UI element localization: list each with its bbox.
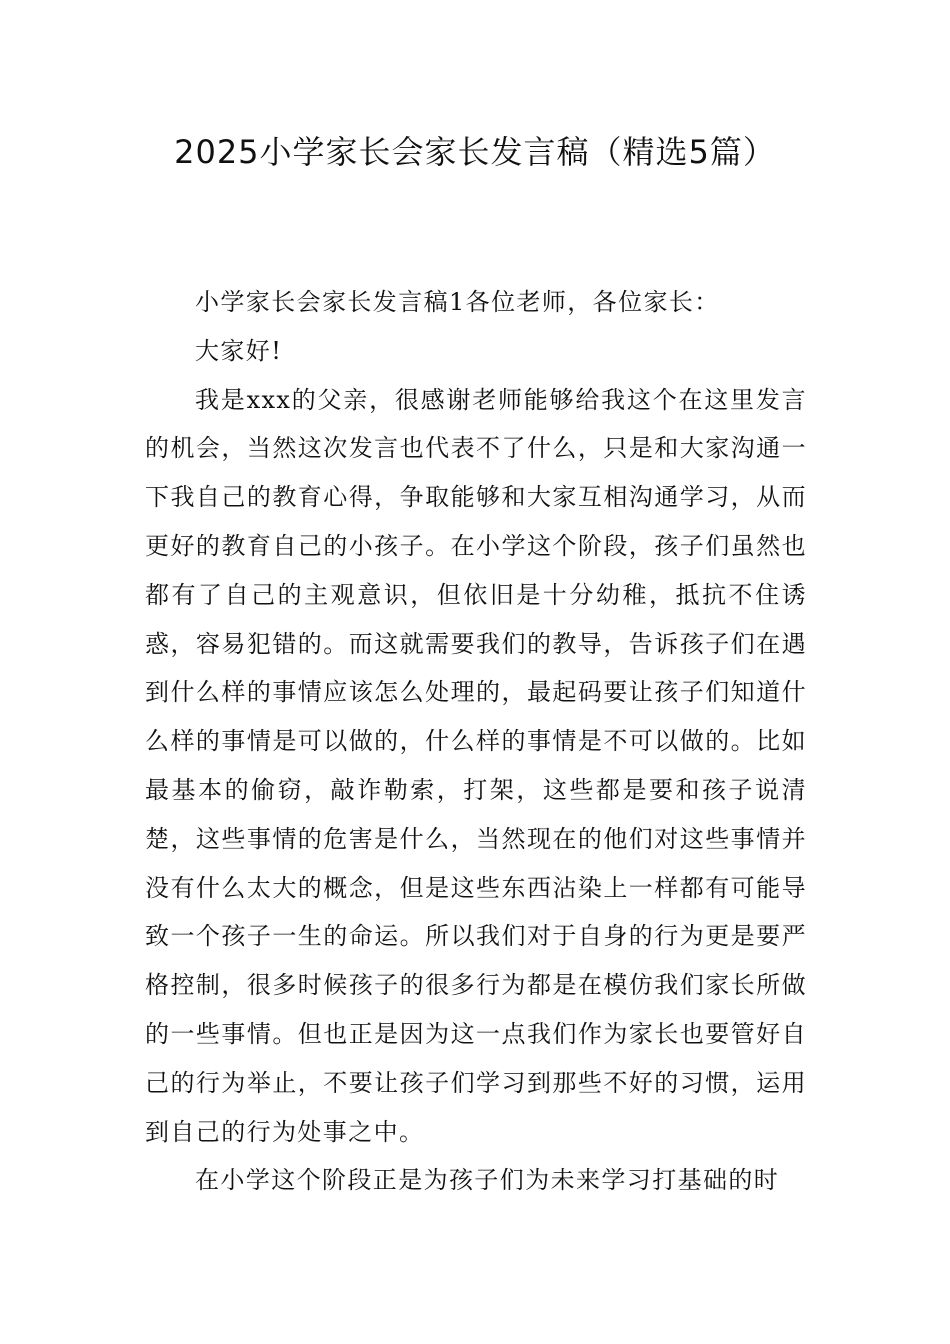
paragraph-salutation: 大家好! <box>195 336 283 365</box>
document-title: 2025小学家长会家长发言稿（精选5篇） <box>174 133 776 171</box>
paragraph-main-speech: 我是xxx的父亲，很感谢老师能够给我这个在这里发言的机会，当然这次发言也代表不了什么，只是和大家沟通一下我自己的教育心得，争取能够和大家互相沟通学习，从而更好的教育自己的小孩子。在小学这个阶段，孩子们虽然也都有了自己的主观意识，但依旧是十分幼稚，抵抗不住诱惑，容易犯错的。而这就需要我们的教导，告诉孩子们在遇到什么样的事情应该怎么处理的，最起码要让孩子们知道什么样的事情是可以做的，什么样的事情是不可以做的。比如最基本的偷窃，敲诈勒索，打架，这些都是要和孩子说清楚，这些事情的危害是什么，当然现在的他们对这些事情并没有什么太大的概念，但是这些东西沾染上一样都有可能导致一个孩子一生的命运。所以我们对于自身的行为更是要严格控制，很多时候孩子的很多行为都是在模仿我们家长所做的一些事情。但也正是因为这一点我们作为家长也要管好自己的行为举止，不要让孩子们学习到那些不好的习惯，运用到自己的行为处事之中。 <box>145 385 807 1146</box>
paragraph-continuation: 在小学这个阶段正是为孩子们为未来学习打基础的时 <box>195 1166 780 1195</box>
document-body <box>145 278 807 1205</box>
paragraph-greeting-heading: 小学家长会家长发言稿1各位老师，各位家长： <box>195 288 720 316</box>
